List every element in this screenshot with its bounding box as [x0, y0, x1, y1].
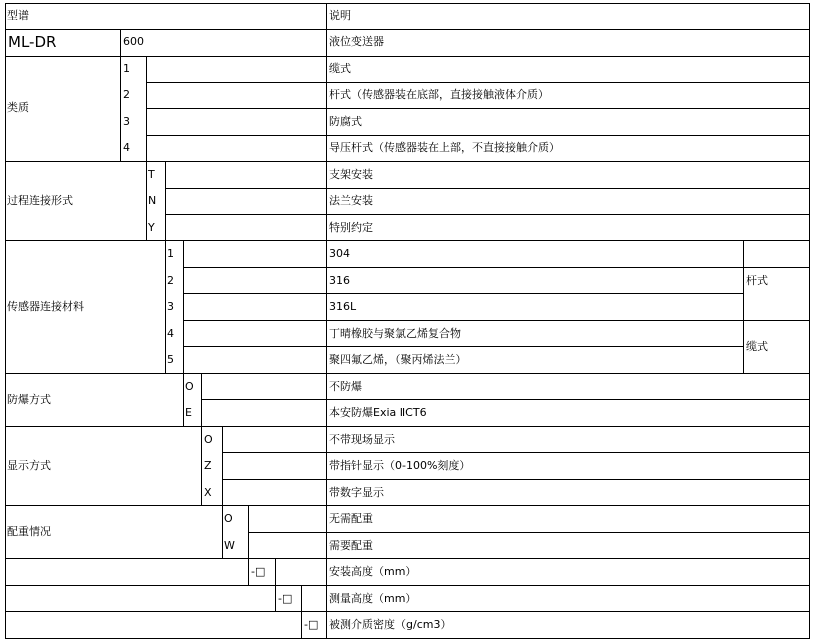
category-code: 3 [123, 115, 130, 128]
parameter-desc: 被测介质密度（g/cm3） [329, 618, 452, 631]
explosion-proof-code: E [185, 406, 192, 419]
process-connection-desc: 特别约定 [329, 221, 373, 234]
hline [5, 29, 810, 30]
hline [146, 82, 810, 83]
display-label: 显示方式 [7, 459, 51, 472]
explosion-proof-desc: 不防爆 [329, 380, 362, 393]
vline [120, 29, 121, 162]
hline [5, 426, 810, 427]
process-connection-code: Y [148, 221, 155, 234]
hline [5, 585, 810, 586]
display-desc: 带指针显示（0-100%刻度） [329, 459, 471, 472]
hline [165, 214, 810, 215]
category-code: 4 [123, 141, 130, 154]
explosion-proof-label: 防爆方式 [7, 393, 51, 406]
model-desc: 液位变送器 [329, 35, 384, 48]
vline [146, 56, 147, 241]
display-desc: 带数字显示 [329, 486, 384, 499]
category-desc: 防腐式 [329, 115, 362, 128]
sensor-material-desc: 304 [329, 247, 350, 260]
vline [326, 3, 327, 639]
hline [201, 399, 810, 400]
hline [146, 135, 810, 136]
sensor-material-group-label: 缆式 [746, 340, 768, 353]
display-desc: 不带现场显示 [329, 433, 395, 446]
hline [5, 240, 810, 241]
sensor-material-desc: 聚四氟乙烯，（聚丙烯法兰） [329, 353, 467, 366]
vline [301, 585, 302, 639]
hline [5, 505, 810, 506]
model-name: ML-DR [8, 33, 57, 51]
parameter-code: -□ [278, 592, 293, 605]
vline [5, 3, 6, 639]
hline [5, 56, 810, 57]
counterweight-desc: 需要配重 [329, 539, 373, 552]
hline [146, 108, 810, 109]
model-code: 600 [123, 35, 144, 48]
explosion-proof-desc: 本安防爆Exia ⅡCT6 [329, 406, 427, 419]
counterweight-code: O [224, 512, 233, 525]
counterweight-label: 配重情况 [7, 525, 51, 538]
parameter-code: -□ [251, 565, 266, 578]
hline [5, 558, 810, 559]
sensor-material-code: 2 [167, 274, 174, 287]
parameter-desc: 测量高度（mm） [329, 592, 417, 605]
process-connection-desc: 法兰安装 [329, 194, 373, 207]
parameter-code: -□ [304, 618, 319, 631]
sensor-material-desc: 316L [329, 300, 357, 313]
counterweight-code: W [224, 539, 235, 552]
category-code: 1 [123, 62, 130, 75]
hline [183, 346, 744, 347]
category-desc: 杆式（传感器装在底部，直接接触液体介质） [329, 88, 549, 101]
category-desc: 缆式 [329, 62, 351, 75]
explosion-proof-code: O [185, 380, 194, 393]
header-model-label: 型谱 [7, 9, 29, 22]
hline [5, 373, 810, 374]
sensor-material-desc: 丁晴橡胶与聚氯乙烯复合物 [329, 327, 461, 340]
sensor-material-group-label: 杆式 [746, 274, 768, 287]
hline [5, 161, 810, 162]
header-desc-label: 说明 [329, 9, 351, 22]
vline [809, 3, 810, 639]
hline [222, 452, 810, 453]
parameter-desc: 安装高度（mm） [329, 565, 417, 578]
vline [248, 505, 249, 586]
counterweight-desc: 无需配重 [329, 512, 373, 525]
sensor-material-code: 5 [167, 353, 174, 366]
sensor-material-label: 传感器连接材料 [7, 300, 84, 313]
vline [743, 240, 744, 374]
category-label: 类质 [7, 101, 29, 114]
hline [183, 267, 810, 268]
hline [165, 188, 810, 189]
hline [5, 3, 810, 4]
display-code: Z [204, 459, 212, 472]
vline [201, 373, 202, 506]
sensor-material-code: 1 [167, 247, 174, 260]
sensor-material-desc: 316 [329, 274, 350, 287]
hline [183, 320, 810, 321]
process-connection-code: N [148, 194, 157, 207]
vline [275, 558, 276, 612]
hline [248, 532, 810, 533]
hline [183, 293, 744, 294]
hline [5, 638, 810, 639]
vline [222, 426, 223, 559]
display-code: O [204, 433, 213, 446]
vline [183, 240, 184, 427]
display-code: X [204, 486, 212, 499]
category-code: 2 [123, 88, 130, 101]
sensor-material-code: 4 [167, 327, 174, 340]
process-connection-desc: 支架安装 [329, 168, 373, 181]
hline [222, 479, 810, 480]
process-connection-label: 过程连接形式 [7, 194, 73, 207]
vline [165, 161, 166, 374]
category-desc: 导压杆式（传感器装在上部，不直接接触介质） [329, 141, 560, 154]
process-connection-code: T [148, 168, 155, 181]
hline [5, 611, 810, 612]
sensor-material-code: 3 [167, 300, 174, 313]
